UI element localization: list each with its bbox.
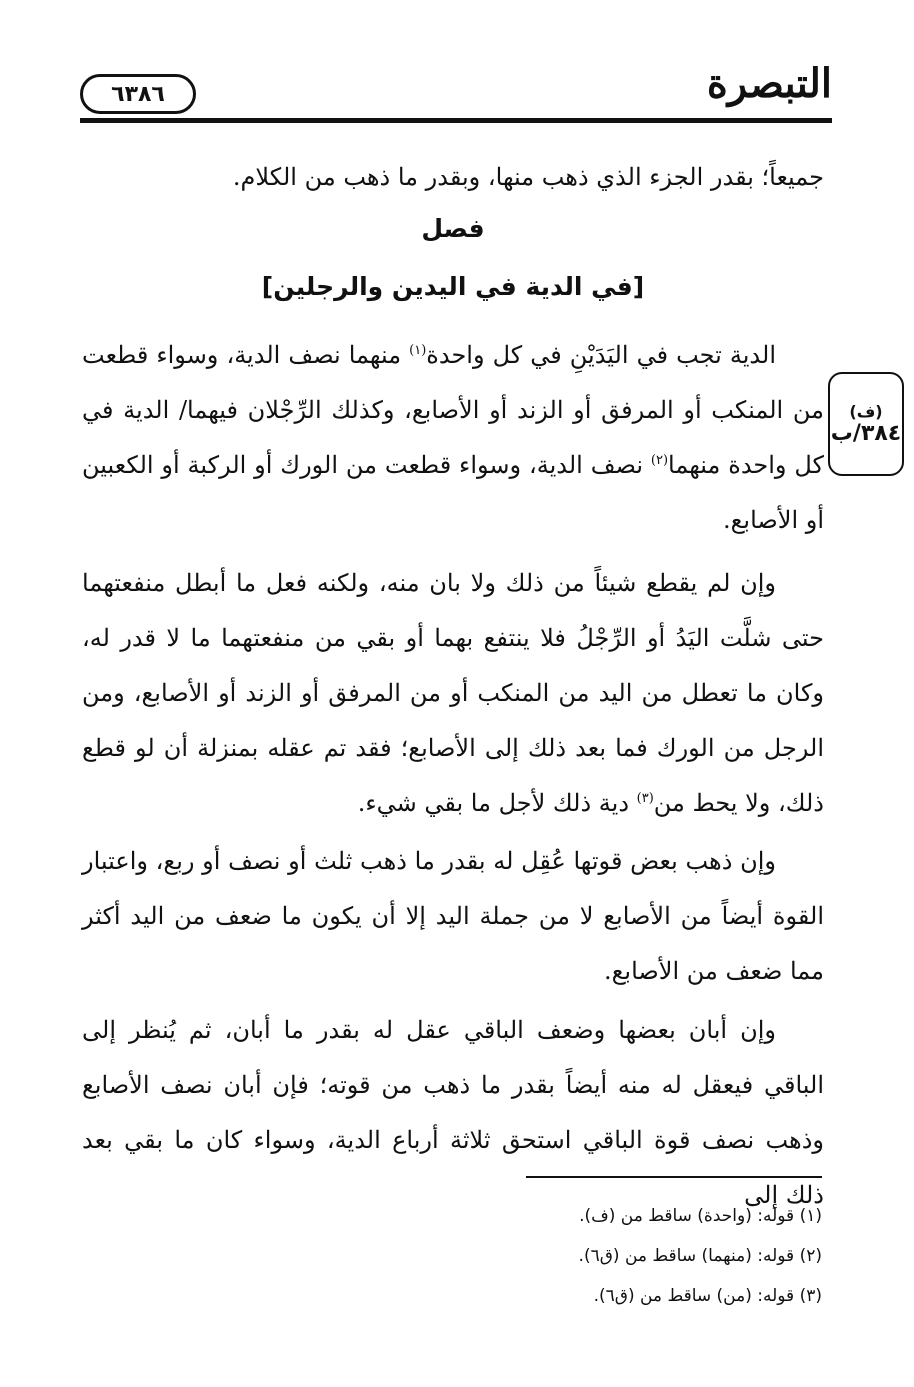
page-header [80,48,832,128]
paragraph-1-part-c: نصف الدية، وسواء قطعت من الورك أو الركبة أو الكعبين أو الأصابع. [82,451,824,534]
margin-note-manuscript: (ف) [849,402,883,421]
paragraph-3: وإن ذهب بعض قوتها عُقِل له بقدر ما ذهب ثلث أو نصف أو ربع، واعتبار القوة أيضاً من الأصابع لا من جملة اليد إلا أن يكون ما ضعف من اليد أكثر مما ضعف من الأصابع. [82,847,824,985]
footnote-ref-1: (١) [409,343,427,358]
footnote-separator [526,1176,822,1178]
footnote-3: (٣) قوله: (من) ساقط من (ق٦). [593,1286,822,1306]
paragraph-1 [82,328,824,548]
margin-note [828,372,904,476]
section-subtitle: [في الدية في اليدين والرجلين] [261,272,645,301]
page-number: ٦٣٨٦ [80,74,196,114]
footnote-ref-2: (٢) [650,453,669,468]
book-title: التبصرة [706,60,832,107]
header-rule [80,118,832,123]
footnote-1: (١) قوله: (واحدة) ساقط من (ف). [579,1206,822,1226]
margin-note-folio: ٣٨٤/ب [830,421,902,446]
footnote-ref-3: (٣) [636,791,654,806]
paragraph-1-part-b: منهما نصف الدية، وسواء قطعت من المنكب أو المرفق أو الزند أو الأصابع، وكذلك الرِّجْلان فيهما/ الدية في كل واحدة منهما [82,341,824,479]
paragraph-1-part-a: الدية تجب في اليَدَيْنِ في كل واحدة [426,341,776,369]
paragraph-4: وإن أبان بعضها وضعف الباقي عقل له بقدر ما أبان، ثم يُنظر إلى الباقي فيعقل له منه أيضاً بقدر ما ذهب من قوته؛ فإن أبان نصف الأصابع وذهب نصف قوة الباقي استحق ثلاثة أرباع الدية، وسواء كان ما بقي بعد ذلك إلى [82,1016,824,1209]
opening-line: جميعاً؛ بقدر الجزء الذي ذهب منها، وبقدر ما ذهب من الكلام. [232,163,824,191]
footnotes [222,1196,822,1316]
paragraph-2-part-b: دية ذلك لأجل ما بقي شيء. [357,789,637,817]
paragraph-2 [82,556,824,831]
footnote-2: (٢) قوله: (منهما) ساقط من (ق٦). [578,1246,822,1266]
section-title: فصل [421,214,485,243]
paragraph-2-part-a: وإن لم يقطع شيئاً من ذلك ولا بان منه، ولكنه فعل ما أبطل منفعتهما حتى شلَّت اليَدُ أو الرِّجْلُ فلا ينتفع بهما أو بقي من منفعتهما ما لا قدر له، وكان ما تعطل من اليد من المنكب أو من المرفق أو الزند أو الأصابع، ومن الرجل من الورك فما بعد ذلك إلى الأصابع؛ فقد تم عقله بمنزلة أن لو قطع ذلك، ولا يحط من [82,569,824,817]
